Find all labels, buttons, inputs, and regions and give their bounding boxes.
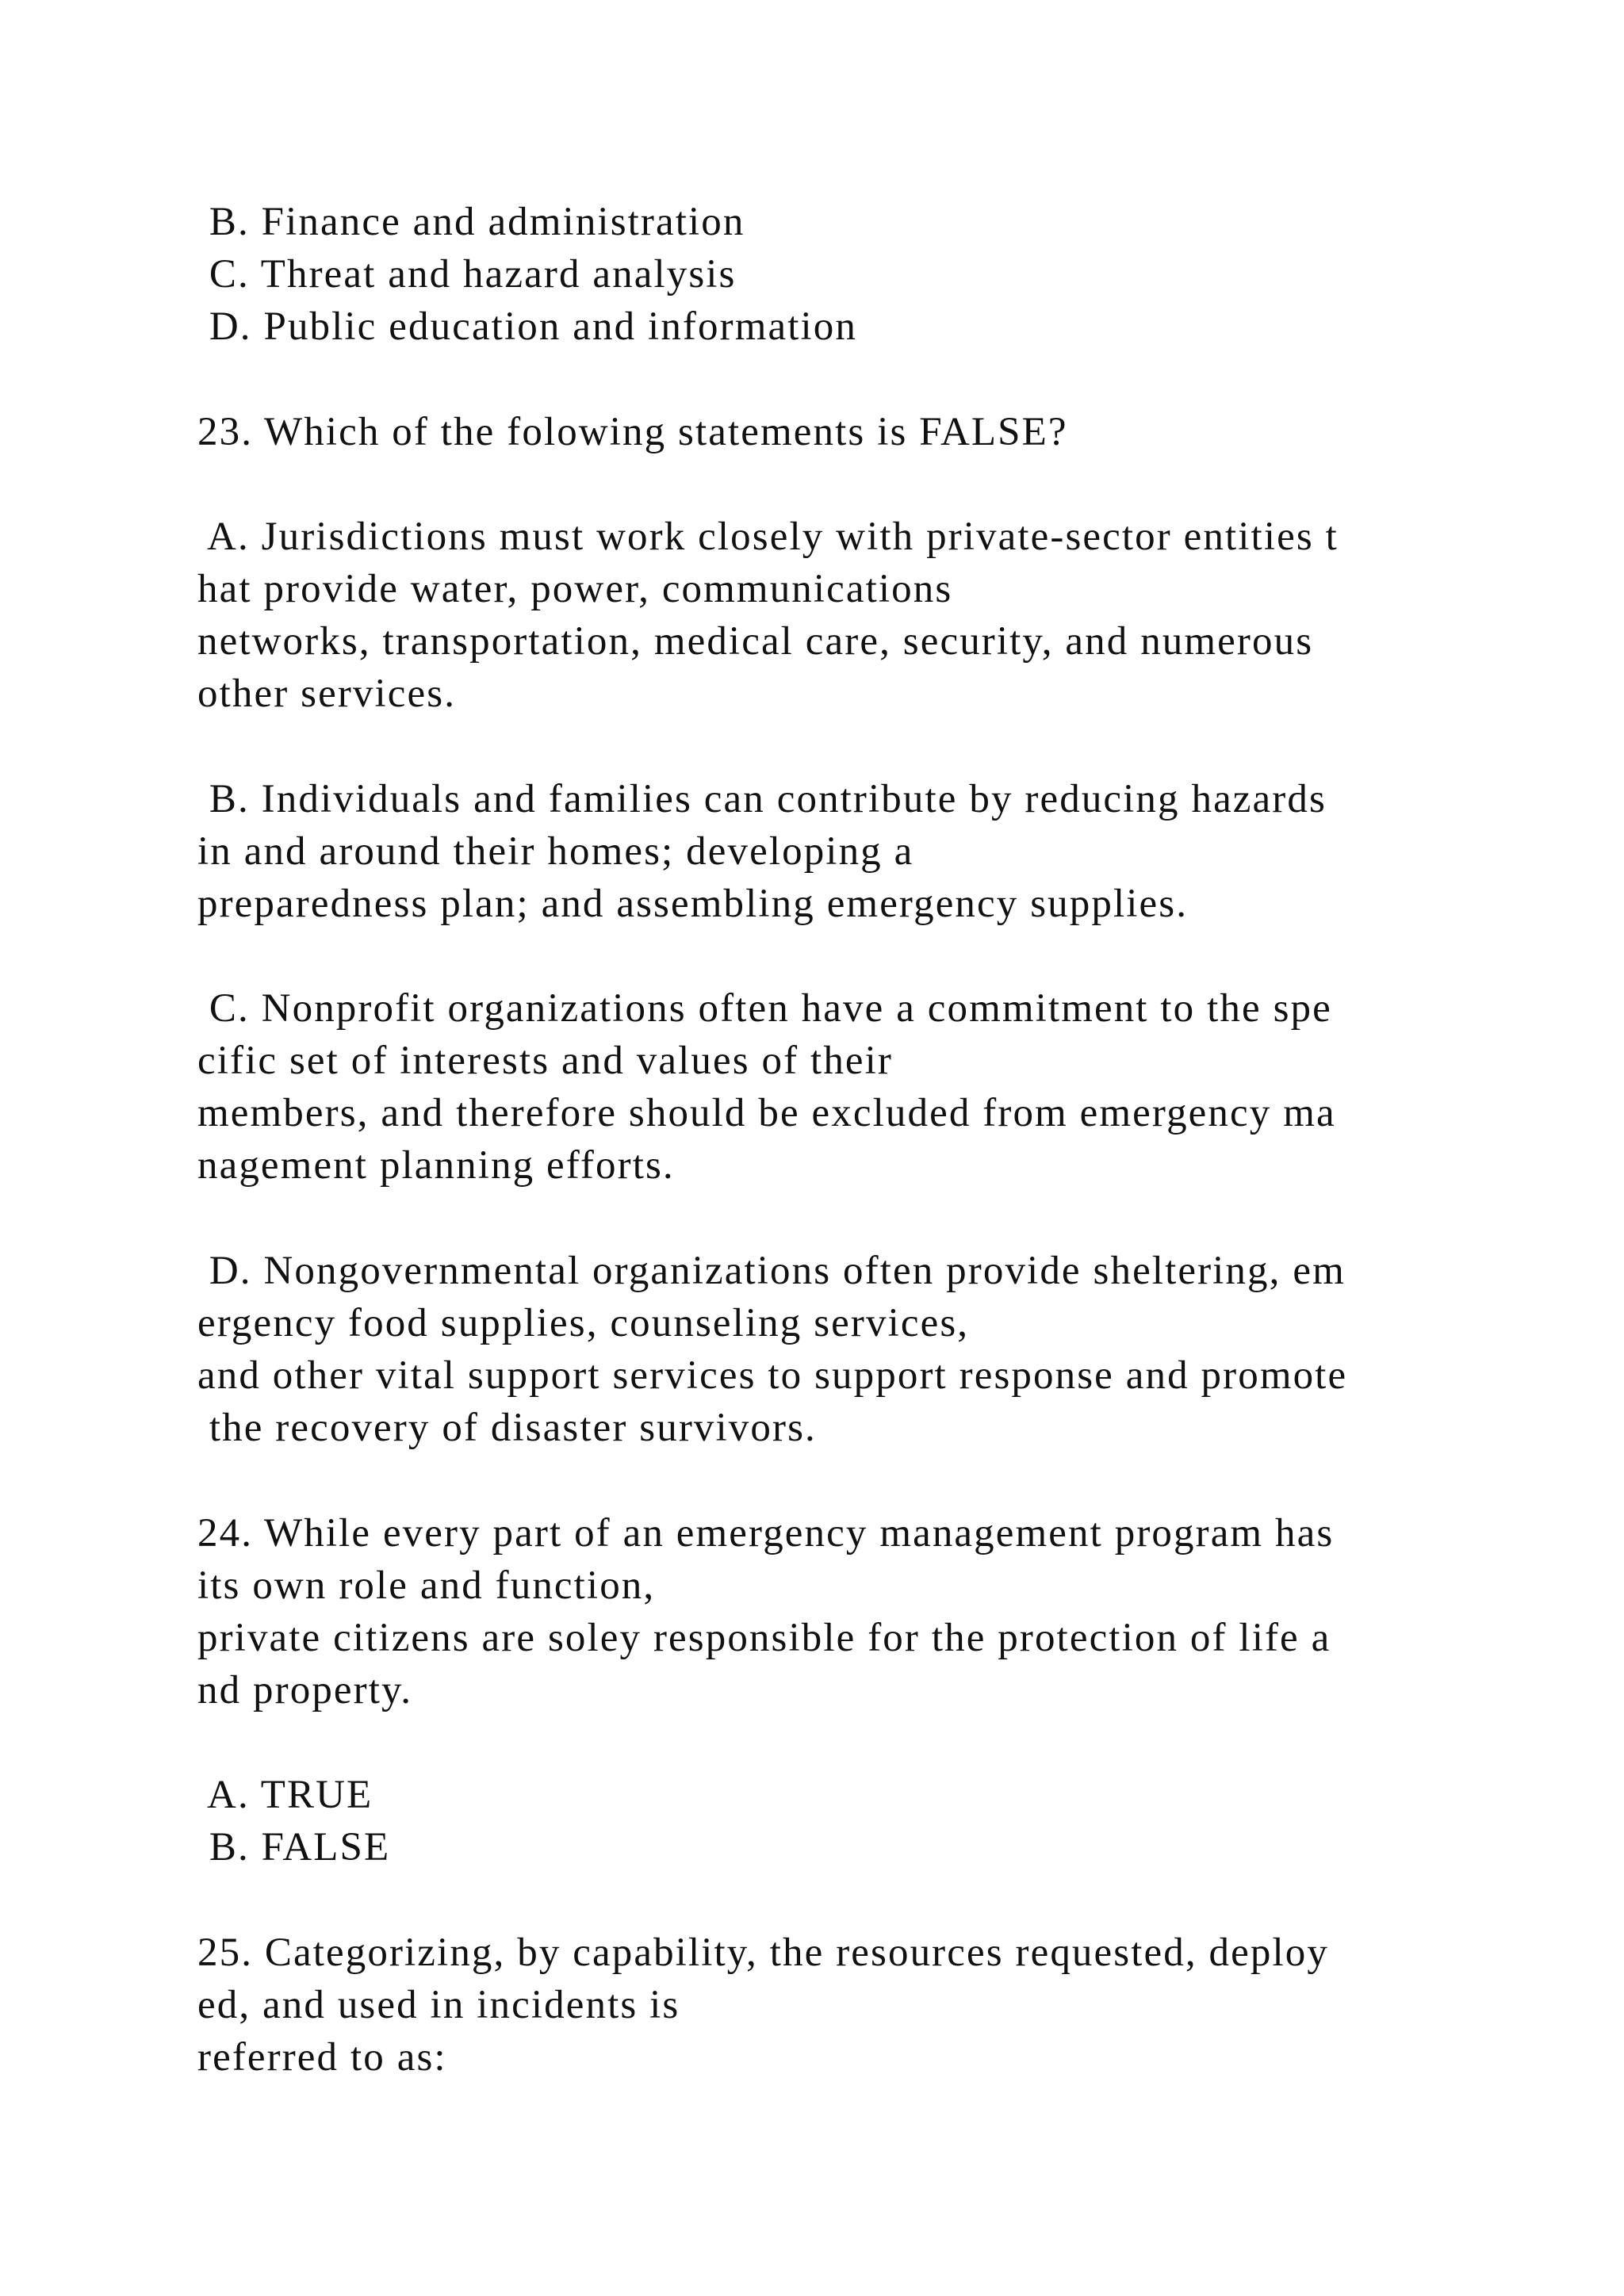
q23-option-d-line: the recovery of disaster survivors. [197, 1406, 817, 1450]
q24-question-line: its own role and function, [197, 1563, 656, 1608]
q24-option-b: B. FALSE [197, 1825, 391, 1869]
q23-option-c-line: cific set of interests and values of their [197, 1039, 894, 1083]
q23-option-b-line: preparedness plan; and assembling emergency supplies. [197, 882, 1189, 926]
q24-question-line: 24. While every part of an emergency management program has [197, 1511, 1335, 1556]
q25-question-line: 25. Categorizing, by capability, the resources requested, deploy [197, 1931, 1329, 1975]
q23-option-a-line: other services. [197, 672, 457, 716]
q24-option-a: A. TRUE [197, 1773, 373, 1817]
q23-option-c-line: nagement planning efforts. [197, 1143, 675, 1188]
q23-option-c-line: members, and therefore should be excluded from emergency ma [197, 1091, 1336, 1135]
q23-option-a-line: networks, transportation, medical care, security, and numerous [197, 619, 1314, 664]
q25-question-line: referred to as: [197, 2035, 447, 2080]
q23-option-c-line: C. Nonprofit organizations often have a commitment to the spe [197, 986, 1332, 1031]
q23-option-d-line: and other vital support services to support response and promote [197, 1353, 1348, 1398]
q23-option-d-line: ergency food supplies, counseling services, [197, 1301, 970, 1345]
q24-question-line: private citizens are soley responsible for the protection of life a [197, 1616, 1331, 1660]
q23-option-a-line: hat provide water, power, communications [197, 567, 953, 611]
q22-option-c: C. Threat and hazard analysis [197, 252, 737, 297]
q23-option-d-line: D. Nongovernmental organizations often provide sheltering, em [197, 1249, 1346, 1293]
q23-option-b-line: in and around their homes; developing a [197, 829, 914, 874]
q23-option-a-line: A. Jurisdictions must work closely with private-sector entities t [197, 515, 1339, 559]
q25-question-line: ed, and used in incidents is [197, 1983, 680, 2027]
q23-question: 23. Which of the folowing statements is FALSE? [197, 410, 1068, 454]
q23-option-b-line: B. Individuals and families can contribute by reducing hazards [197, 777, 1327, 821]
q24-question-line: nd property. [197, 1668, 413, 1712]
q22-option-b: B. Finance and administration [197, 200, 745, 244]
q22-option-d: D. Public education and information [197, 304, 857, 349]
